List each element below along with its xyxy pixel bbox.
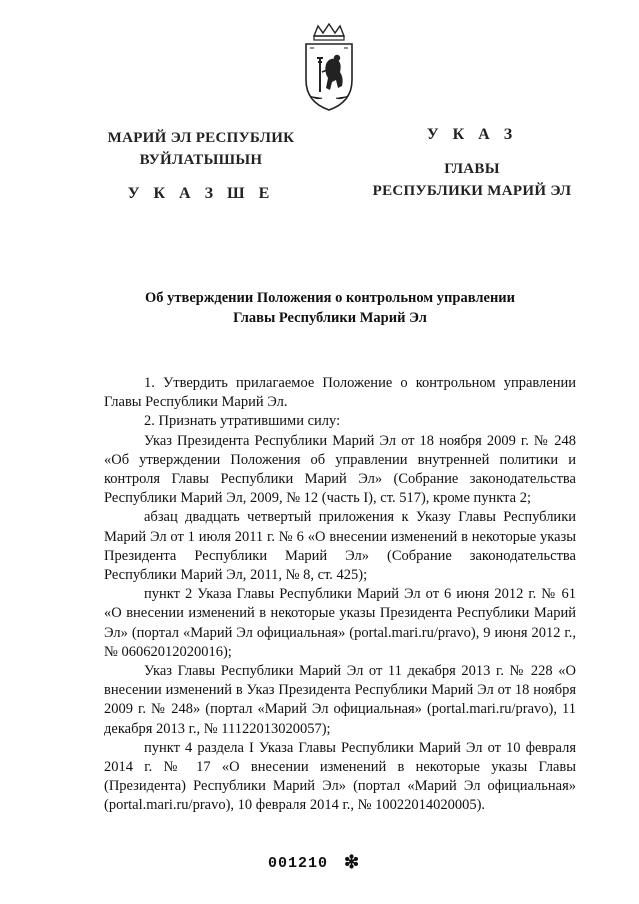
paragraph: Указ Президента Республики Марий Эл от 18 ноября 2009 г. № 248 «Об утверждении Положения об управлении внутренней политики и контроля Главы Республики Марий Эл» (Собрание законодательства Республики Марий Эл, 2009, № 12 (часть I), ст. 517), кроме пункта 2; (104, 432, 576, 507)
paragraph: пункт 4 раздела I Указа Главы Республики Марий Эл от 10 февраля 2014 г. № 17 «О внесении изменений в некоторые указы Главы (Президента) Республики Марий Эл» (портал «Марий Эл официальная» (portal.mari.ru/pravo), 10 февраля 2014 г., № 10022014020005). (104, 739, 576, 814)
paragraph: абзац двадцать четвертый приложения к Указу Главы Республики Марий Эл от 1 июля 2011 г. № 6 «О внесении изменений в некоторые указы Президента Республики Марий Эл» (Собрание законодательства Республики Марий Эл, 2011, № 8, ст. 425); (104, 509, 576, 584)
footer-mark-icon: ❇ (344, 852, 360, 872)
document-serial-number: 001210 (268, 855, 329, 872)
coat-of-arms-emblem (298, 22, 360, 114)
header-left-block (96, 127, 306, 205)
document-body (104, 374, 576, 816)
header-right-line3: РЕСПУБЛИКИ МАРИЙ ЭЛ (372, 183, 572, 199)
header-left-line3: У К А З Ш Е (127, 185, 275, 202)
header-right-line1: У К А З (426, 126, 518, 143)
header-right-line2: ГЛАВЫ (444, 161, 500, 177)
paragraph: пункт 2 Указа Главы Республики Марий Эл от 6 июня 2012 г. № 61 «О внесении изменений в некоторые указы Президента Республики Марий Эл» (портал «Марий Эл официальная» (portal.mari.ru/pravo), 9 июня 2012 г., № 06062012020016); (104, 586, 576, 660)
header-left-line2: ВУЙЛАТЫШЫН (139, 152, 263, 168)
title-line2: Главы Республики Марий Эл (233, 310, 427, 326)
header-right-block (362, 124, 582, 202)
paragraph: Указ Главы Республики Марий Эл от 11 декабря 2013 г. № 228 «О внесении изменений в Указ Президента Республики Марий Эл от 18 ноября 2009 г. № 248» (портал «Марий Эл официальная» (portal.mari.ru/pravo), 11 декабря 2013 г., № 11122013020057); (104, 663, 576, 737)
title-line1: Об утверждении Положения о контрольном управлении (144, 290, 516, 306)
header-left-line1: МАРИЙ ЭЛ РЕСПУБЛИК (107, 130, 295, 146)
document-title (60, 288, 600, 328)
paragraph: 1. Утвердить прилагаемое Положение о контрольном управлении Главы Республики Марий Эл. (104, 375, 576, 411)
paragraph: 2. Признать утратившими силу: (144, 413, 341, 430)
